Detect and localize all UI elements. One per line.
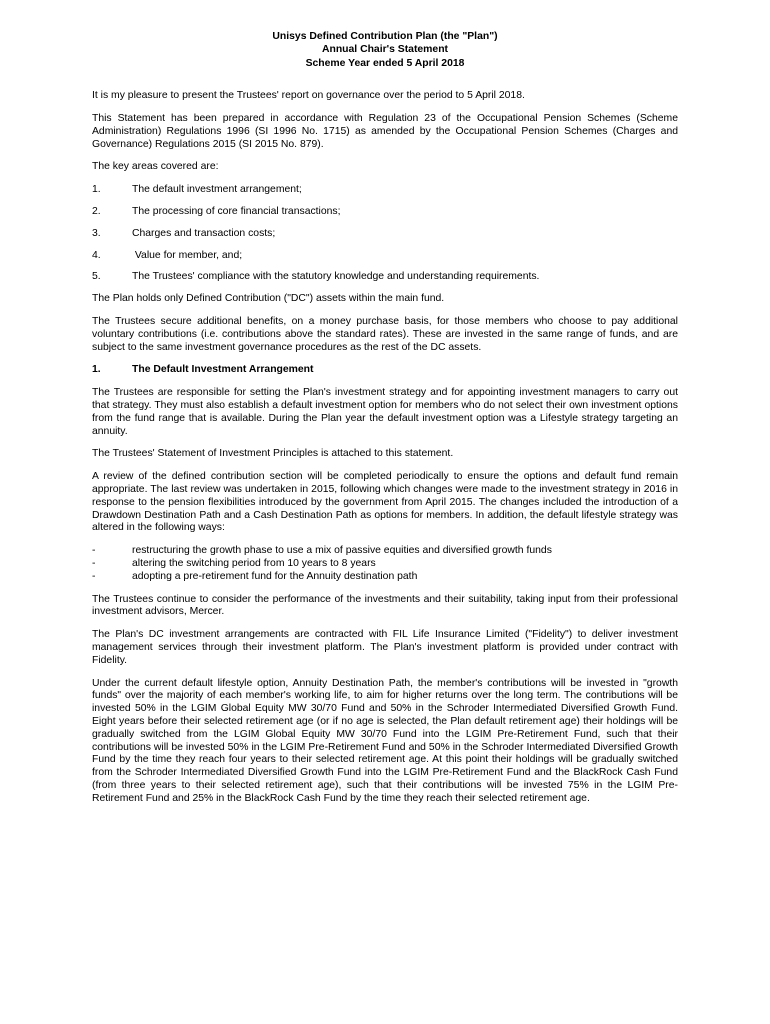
section-heading bbox=[92, 364, 678, 377]
header-subtitle: Annual Chair's Statement bbox=[321, 44, 449, 56]
list-item bbox=[92, 250, 678, 263]
bullet-text: adopting a pre-retirement fund for the Annuity destination path bbox=[132, 570, 418, 582]
bullet-dash: - bbox=[92, 545, 96, 557]
list-text: Charges and transaction costs; bbox=[132, 227, 276, 239]
list-item bbox=[92, 558, 678, 571]
list-number: 5. bbox=[92, 271, 101, 283]
bullet-dash: - bbox=[92, 557, 96, 569]
list-number: 2. bbox=[92, 206, 101, 217]
intro-paragraph: It is my pleasure to present the Trustees' report on governance over the period to 5 April 2018. bbox=[92, 90, 525, 102]
body-paragraph: A review of the defined contribution section will be completed periodically to ensure the options and default fund remain appropriate. The last review was undertaken in 2015, following which changes were made to the investment strategy in 2016 in response to the pension flexibilities introduced by the government from April 2015. The changes included the introduction of a Drawdown Destination Path and a Cash Destination Path as options for members. In addition, the default lifestyle strategy was altered in the following ways: bbox=[92, 471, 678, 534]
body-paragraph: The Trustees secure additional benefits, on a money purchase basis, for those members who choose to pay additional voluntary contributions (i.e. contributions above the standard rates). These are invested in the same range of funds, and are subject to the same investment governance procedures as the rest of the DC assets. bbox=[92, 315, 678, 353]
header-title: Unisys Defined Contribution Plan (the "Plan") bbox=[272, 31, 498, 42]
intro-paragraph: This Statement has been prepared in accordance with Regulation 23 of the Occupational Pension Schemes (Scheme Administration) Regulations 1996 (SI 1996 No. 1715) as amended by the Occupational Pension Schemes (Charges and Governance) Regulations 2015 (SI 2015 No. 879). bbox=[92, 113, 678, 150]
list-text: The default investment arrangement; bbox=[132, 184, 302, 196]
body-paragraph: Under the current default lifestyle option, Annuity Destination Path, the member's contributions will be invested in "growth funds" over the majority of each member's working life, to aim for higher returns over the long term. The contributions will be invested 50% in the LGIM Global Equity MW 30/70 Fund and 50% in the Schroder Intermediated Diversified Growth Fund. Eight years before their selected retirement age (or if no age is selected, the Plan default retirement age) their holdings will be gradually switched from the LGIM Global Equity MW 30/70 Fund into the LGIM Pre-Retirement Fund, such that their contributions will be invested 50% in the LGIM Pre-Retirement Fund and 50% in the Schroder Intermediated Diversified Growth Fund by the time they reach four years to their selected retirement age. At this point their holdings will be gradually switched from the Schroder Intermediated Diversified Growth Fund into the LGIM Pre-Retirement Fund and the BlackRock Cash Fund (from three years to their selected retirement age), such that their contributions will be invested 75% in the LGIM Pre-Retirement Fund and 25% in the BlackRock Cash Fund by the time they reach their selected retirement age. bbox=[92, 677, 678, 804]
bullet-text: altering the switching period from 10 years to 8 years bbox=[132, 557, 376, 569]
list-text: Value for member, and; bbox=[132, 249, 243, 261]
list-item bbox=[92, 206, 678, 219]
list-item bbox=[92, 571, 678, 584]
list-item bbox=[92, 271, 678, 284]
list-number: 3. bbox=[92, 227, 101, 239]
body-paragraph: The Trustees continue to consider the performance of the investments and their suitability, taking input from their professional investment advisors, Mercer. bbox=[92, 593, 678, 618]
list-item bbox=[92, 545, 678, 558]
change-bullet-list bbox=[92, 545, 678, 583]
bullet-dash: - bbox=[92, 570, 96, 582]
document-header bbox=[92, 30, 678, 70]
body-paragraph: The Trustees' Statement of Investment Principles is attached to this statement. bbox=[92, 448, 454, 460]
header-period: Scheme Year ended 5 April 2018 bbox=[305, 57, 465, 69]
intro-paragraph: The key areas covered are: bbox=[92, 161, 219, 173]
list-item bbox=[92, 228, 678, 241]
bullet-text: restructuring the growth phase to use a mix of passive equities and diversified growth funds bbox=[132, 545, 552, 557]
list-text: The Trustees' compliance with the statutory knowledge and understanding requirements. bbox=[132, 271, 540, 283]
list-item bbox=[92, 184, 678, 197]
key-areas-list bbox=[92, 184, 678, 284]
body-paragraph: The Plan holds only Defined Contribution ("DC") assets within the main fund. bbox=[92, 293, 445, 305]
body-paragraph: The Trustees are responsible for setting the Plan's investment strategy and for appointing investment managers to carry out that strategy. They must also establish a default investment option for members who do not select their own investment options from the fund range that is available. During the Plan year the default investment option was a Lifestyle strategy targeting an annuity. bbox=[92, 387, 678, 437]
section-title: The Default Investment Arrangement bbox=[132, 364, 314, 376]
list-number: 4. bbox=[92, 249, 101, 261]
list-number: 1. bbox=[92, 184, 101, 196]
list-text: The processing of core financial transactions; bbox=[132, 206, 341, 217]
section-number: 1. bbox=[92, 364, 101, 376]
body-paragraph: The Plan's DC investment arrangements are contracted with FIL Life Insurance Limited ("Fidelity") to deliver investment management services through their investment platform. The Plan's investment platform is provided under contract with Fidelity. bbox=[92, 629, 678, 666]
